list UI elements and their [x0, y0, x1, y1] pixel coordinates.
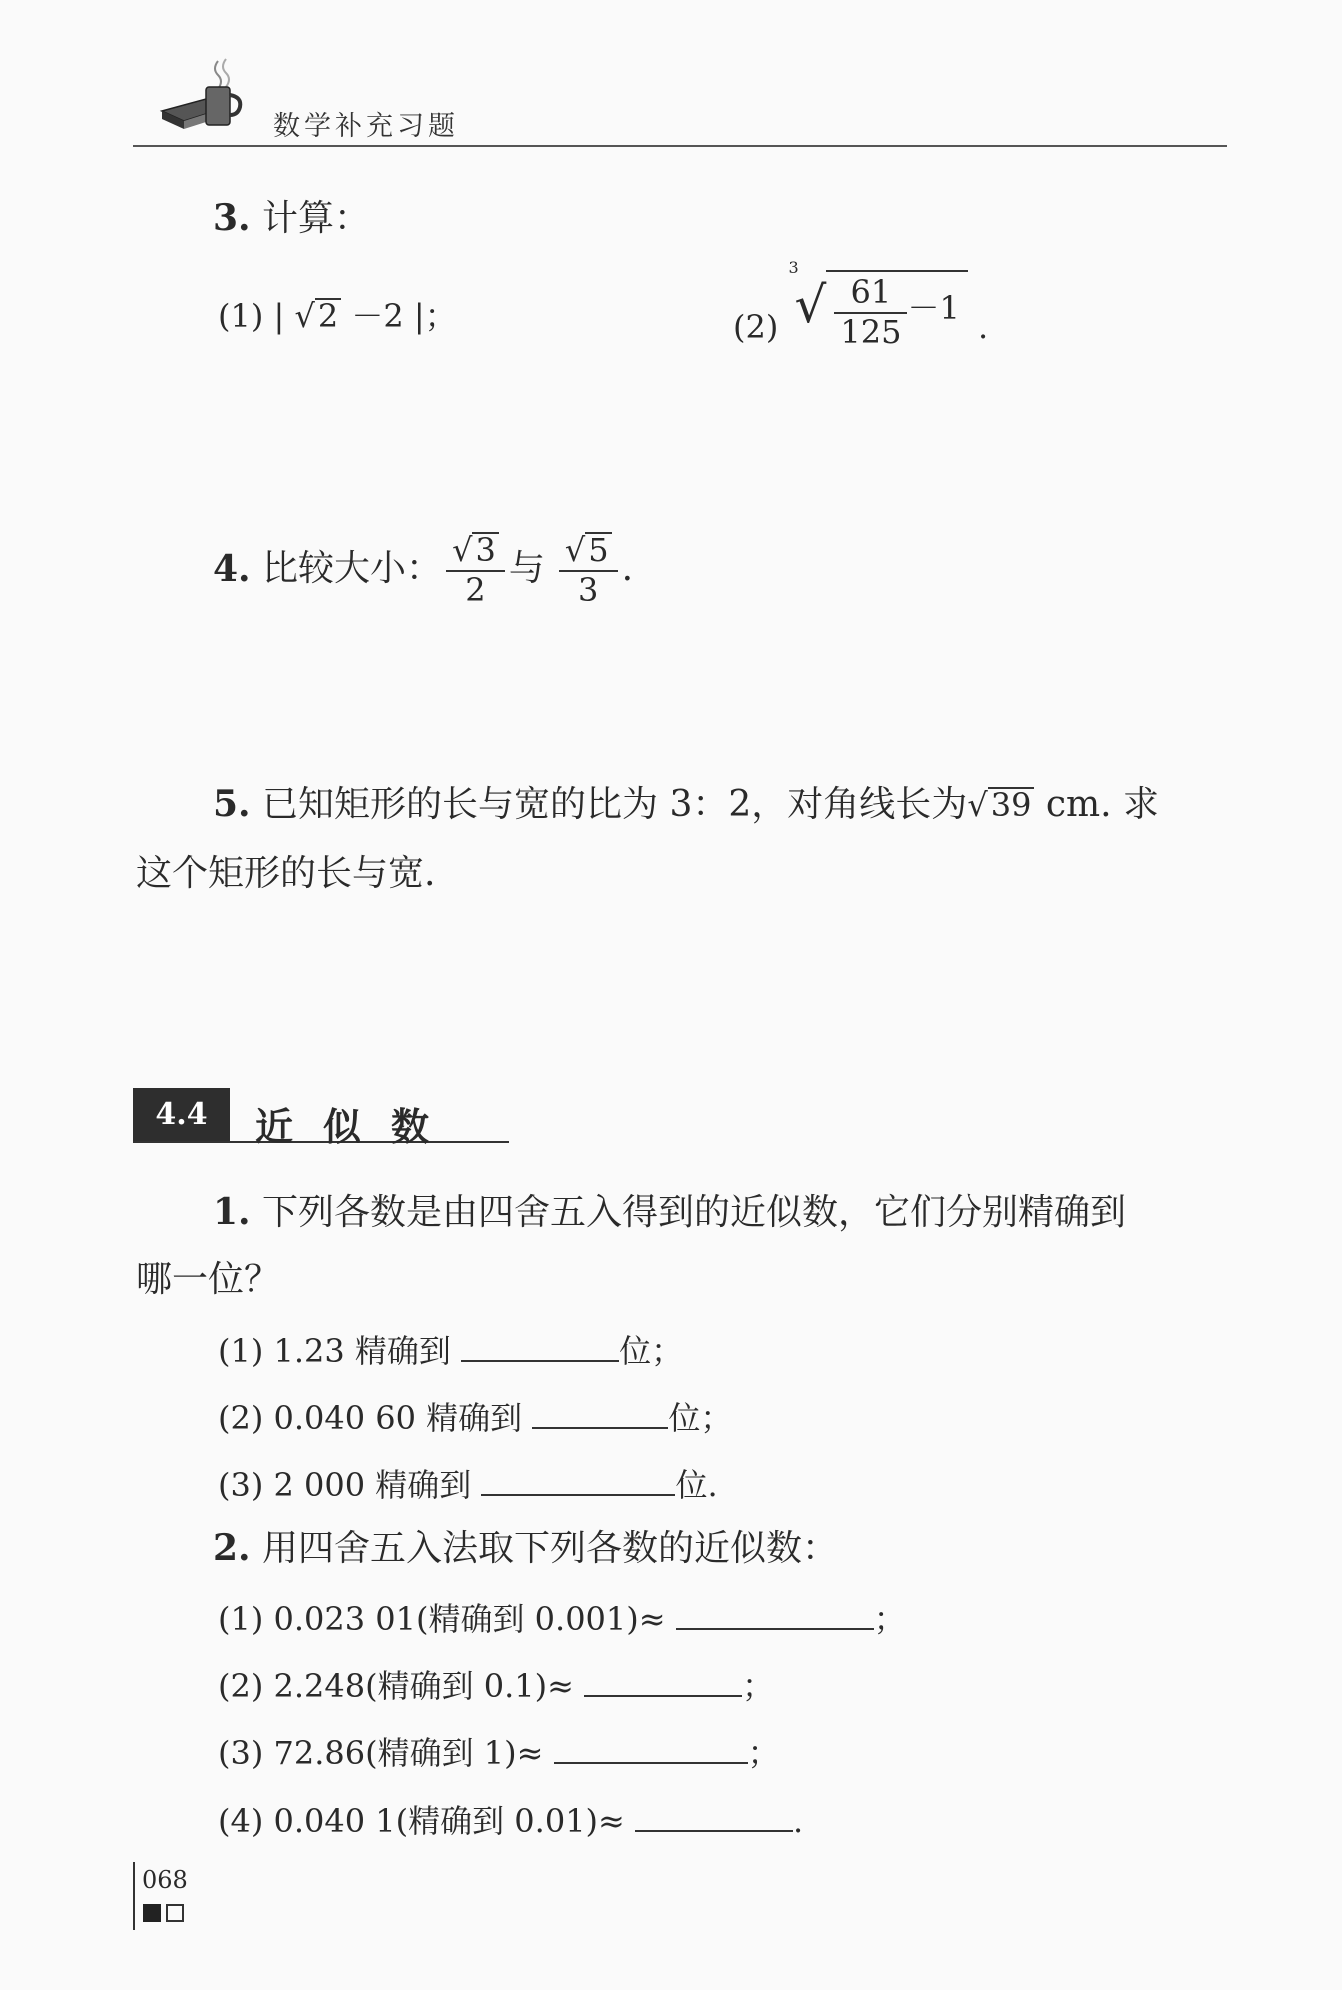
root-index: 3 — [788, 258, 799, 277]
numerator: 61 — [850, 273, 892, 311]
item-label: (4) — [218, 1802, 264, 1840]
problem-3-part-1 — [218, 298, 457, 334]
answer-blank[interactable] — [554, 1732, 748, 1764]
problem-text: 比较大小： — [262, 547, 443, 589]
answer-blank[interactable] — [676, 1598, 874, 1630]
problem-text: 已知矩形的长与宽的比为 3：2，对角线长为 — [262, 784, 968, 825]
abs-bar-open: | — [273, 297, 285, 335]
radical-sign: √ — [794, 276, 827, 334]
section-number-badge: 4.4 — [133, 1088, 230, 1141]
empty-square-icon — [166, 1904, 184, 1922]
question-2-item-2 — [218, 1665, 775, 1705]
item-text: 2 000 精确到 — [273, 1466, 472, 1504]
item-text: 0.040 1(精确到 0.01)≈ — [273, 1802, 625, 1840]
square-root — [967, 787, 1034, 823]
answer-blank[interactable] — [635, 1800, 793, 1832]
problem-3-prompt — [213, 197, 371, 239]
question-1-line-2: 哪一位？ — [136, 1259, 281, 1300]
problem-5-line-2: 这个矩形的长与宽. — [136, 853, 436, 894]
fraction-2 — [559, 531, 618, 609]
item-label: (1) — [218, 1332, 264, 1370]
radical-sign: √ — [294, 297, 315, 335]
fraction-1 — [446, 531, 505, 609]
problem-number: 2. — [213, 1527, 251, 1569]
item-label: (3) — [218, 1734, 264, 1772]
expression-rest: －2 — [351, 297, 404, 335]
item-label: (2) — [218, 1399, 264, 1437]
problem-number: 5. — [213, 783, 251, 825]
radicand-group — [826, 270, 967, 349]
fraction — [834, 273, 907, 351]
answer-blank[interactable] — [461, 1330, 619, 1362]
abs-bar-close: | — [413, 297, 425, 335]
question-1-item-1 — [218, 1330, 684, 1370]
question-1-item-2 — [218, 1397, 733, 1437]
punctuation: . — [978, 308, 989, 346]
item-suffix: 位； — [668, 1399, 733, 1437]
answer-blank[interactable] — [532, 1397, 668, 1429]
question-2-item-3 — [218, 1732, 780, 1772]
item-text: 0.040 60 精确到 — [273, 1399, 523, 1437]
punctuation: ； — [424, 297, 457, 335]
radical-sign: √ — [967, 786, 988, 824]
punctuation: . — [621, 547, 634, 589]
item-label: (3) — [218, 1466, 264, 1504]
question-1-line-1 — [213, 1191, 1127, 1233]
item-text: 72.86(精确到 1)≈ — [273, 1734, 544, 1772]
item-text: 2.248(精确到 0.1)≈ — [273, 1667, 574, 1705]
book-and-mug-icon — [158, 55, 244, 135]
item-suffix: ； — [873, 1600, 906, 1638]
footer-divider — [133, 1862, 135, 1930]
problem-text: 计算： — [262, 198, 371, 239]
book-title: 数学补充习题 — [273, 111, 459, 142]
problem-text: 用四舍五入法取下列各数的近似数： — [262, 1528, 839, 1569]
radicand: 3 — [472, 532, 498, 568]
radicand: 2 — [315, 298, 341, 334]
numerator — [446, 532, 505, 570]
section-heading — [133, 1088, 509, 1149]
square-root — [294, 298, 341, 334]
radical-sign: √ — [564, 531, 586, 569]
question-2-item-1 — [218, 1598, 906, 1638]
item-suffix: 位. — [675, 1466, 718, 1504]
answer-blank[interactable] — [584, 1665, 742, 1697]
radicand: 39 — [988, 787, 1035, 823]
problem-number: 3. — [213, 197, 251, 239]
item-suffix: ； — [747, 1734, 780, 1772]
item-text: 1.23 精确到 — [273, 1332, 451, 1370]
section-title: 近似数 — [255, 1104, 460, 1149]
square-root — [565, 532, 612, 568]
item-suffix: ； — [742, 1667, 775, 1705]
question-2-item-4 — [218, 1800, 804, 1840]
problem-text-continued: cm. 求 — [1034, 784, 1160, 825]
item-suffix: . — [793, 1802, 804, 1840]
header-divider — [133, 145, 1227, 147]
denominator: 3 — [559, 570, 618, 606]
numerator — [559, 532, 618, 570]
problem-3-part-2 — [733, 258, 989, 351]
item-label: (2) — [218, 1667, 264, 1705]
filled-square-icon — [143, 1904, 161, 1922]
problem-number: 4. — [213, 547, 251, 590]
expression-rest: －1 — [907, 289, 960, 328]
problem-4 — [213, 531, 634, 609]
answer-blank[interactable] — [481, 1464, 675, 1496]
page-number: 068 — [142, 1866, 188, 1894]
item-text: 0.023 01(精确到 0.001)≈ — [273, 1600, 666, 1638]
problem-text: 下列各数是由四舍五入得到的近似数，它们分别精确到 — [262, 1192, 1127, 1233]
item-label: (1) — [218, 1600, 264, 1638]
question-1-item-3 — [218, 1464, 718, 1504]
connector-text: 与 — [508, 547, 545, 589]
problem-5-line-1 — [213, 783, 1160, 825]
denominator: 125 — [834, 312, 907, 350]
denominator: 2 — [446, 570, 505, 606]
part-label: (1) — [218, 297, 264, 335]
radical-sign: √ — [452, 531, 473, 569]
problem-number: 1. — [213, 1191, 251, 1233]
part-label: (2) — [733, 308, 779, 346]
cube-root — [788, 258, 968, 351]
square-root — [452, 532, 499, 568]
radicand: 5 — [585, 532, 611, 568]
item-suffix: 位； — [619, 1332, 684, 1370]
question-2-prompt — [213, 1527, 839, 1569]
